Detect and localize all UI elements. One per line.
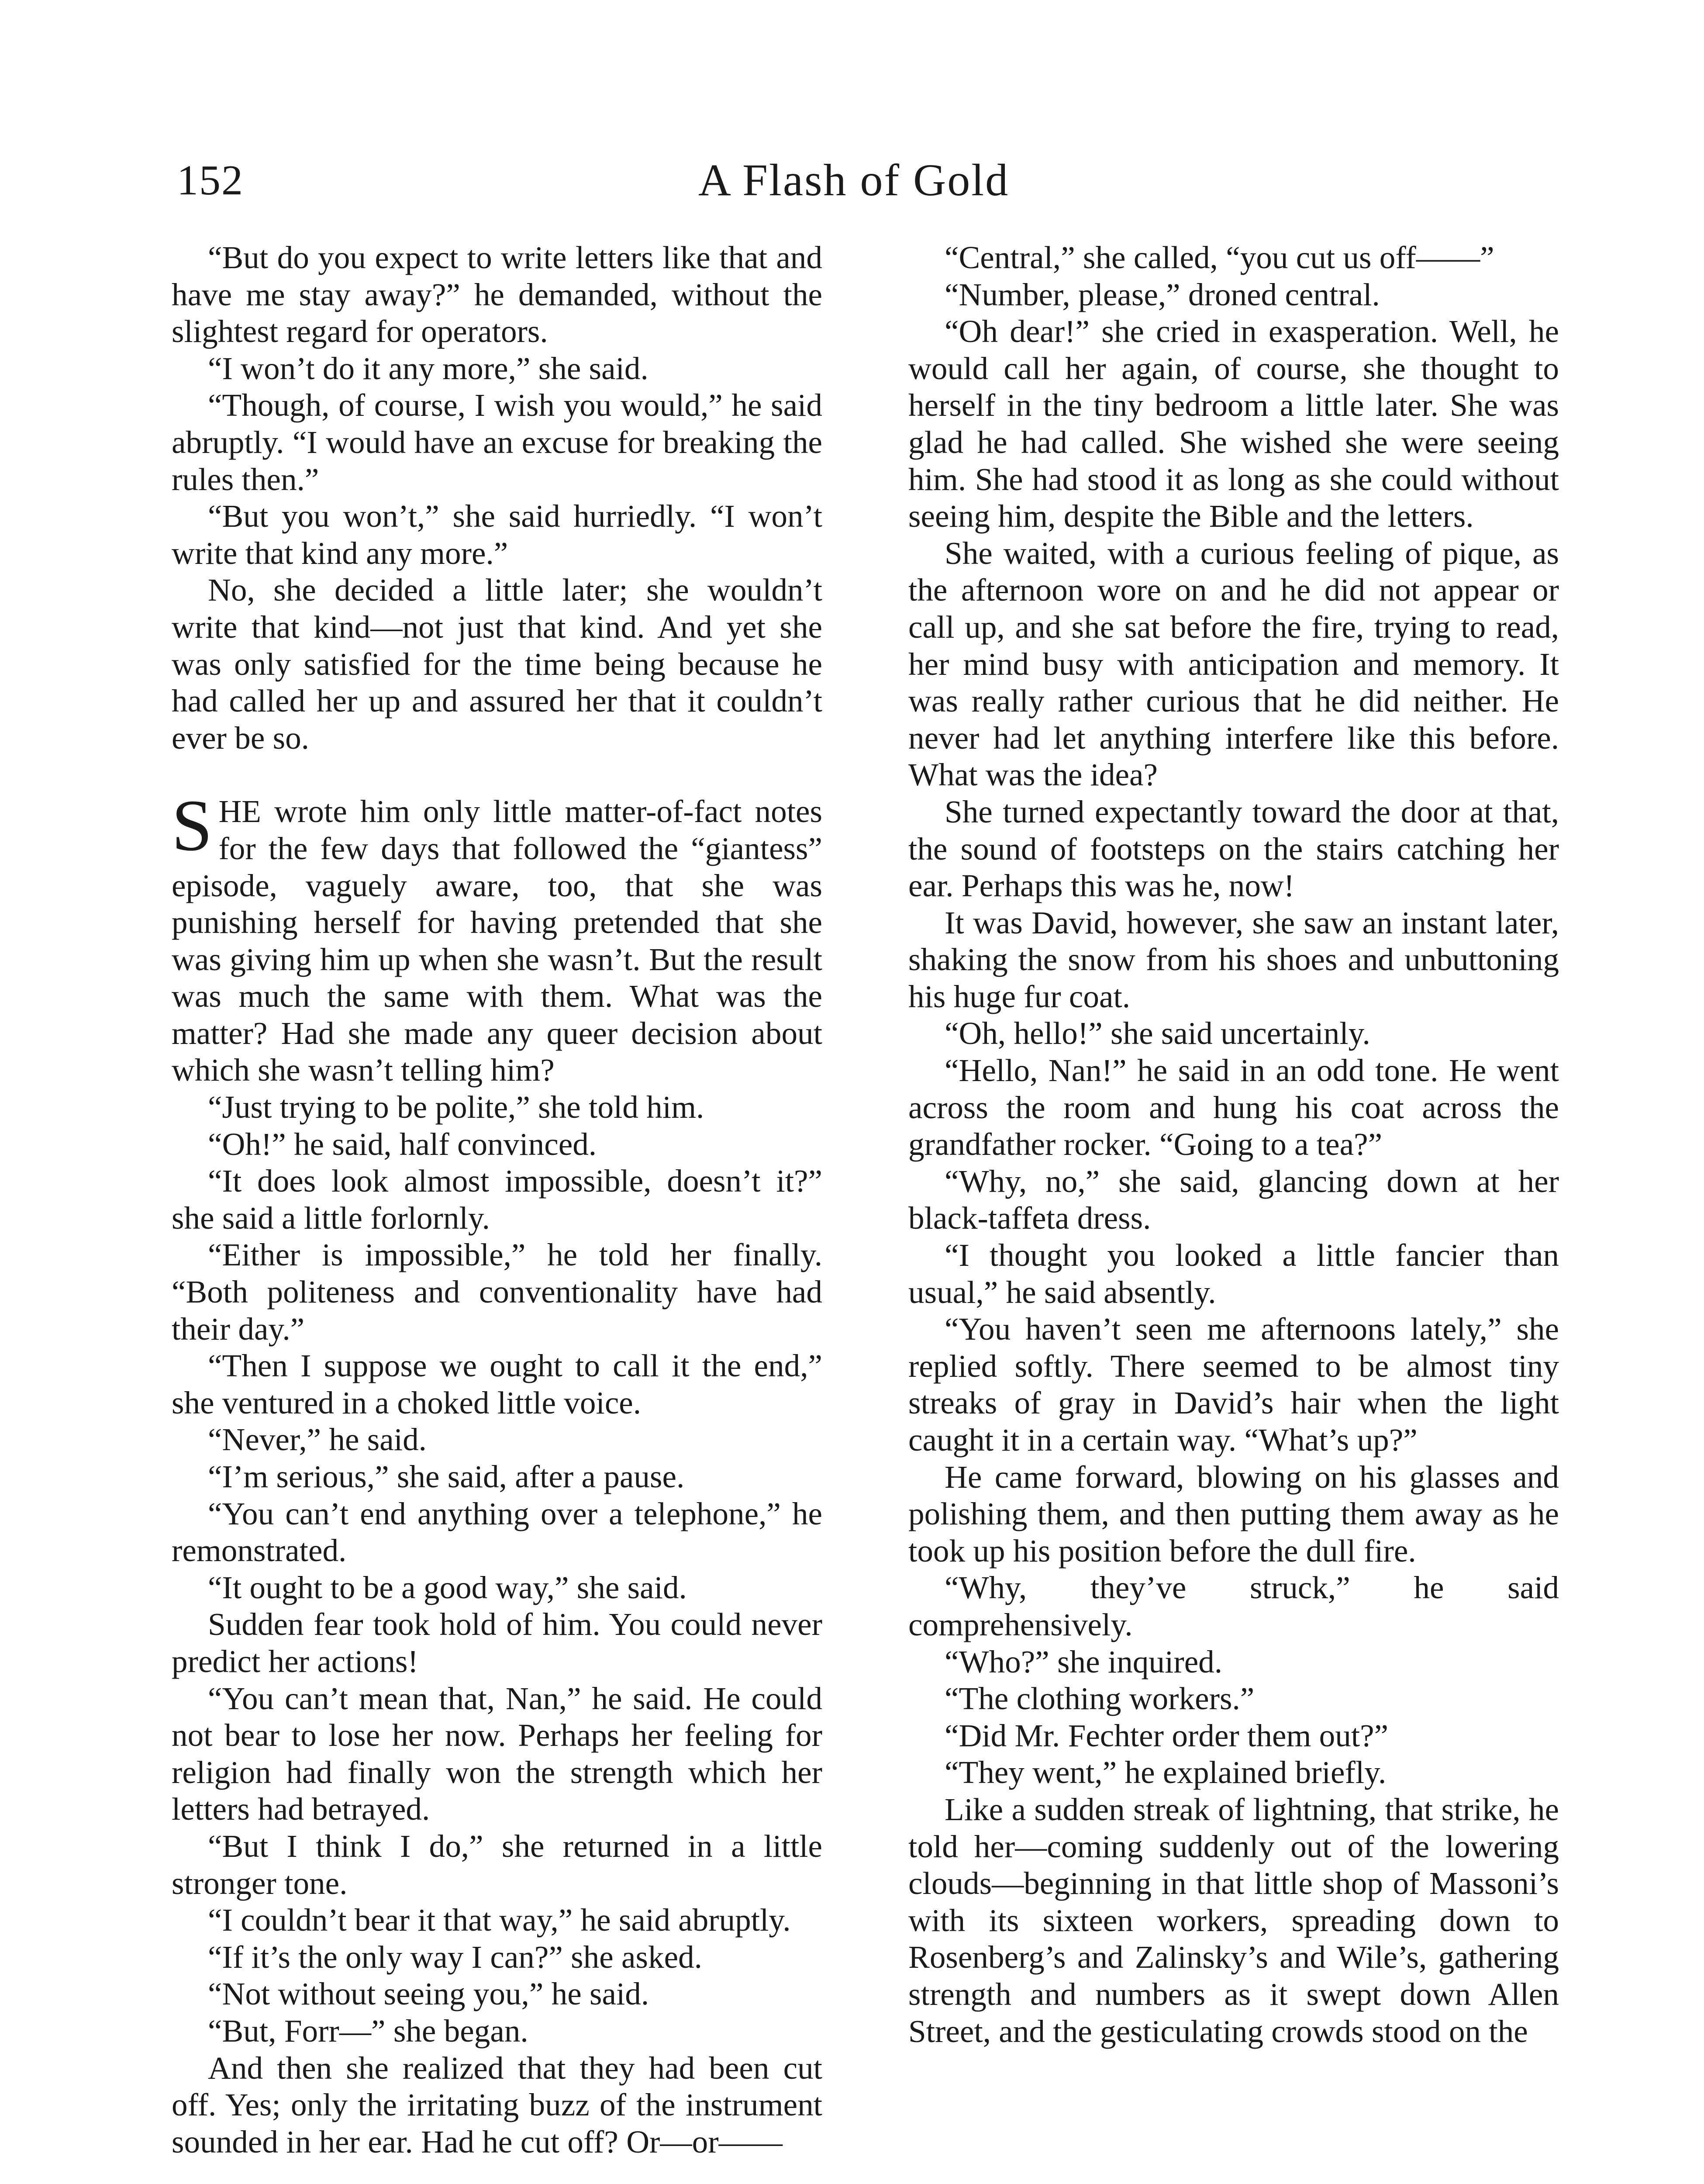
paragraph: “The clothing workers.” xyxy=(945,1681,1255,1717)
paragraph: “Why, they’ve struck,” he said comprehensively. xyxy=(908,1570,1559,1642)
left-column xyxy=(172,239,822,2160)
paragraph: “I won’t do it any more,” she said. xyxy=(208,350,648,386)
section-start-paragraph xyxy=(172,785,822,1089)
page-number: 152 xyxy=(177,157,244,204)
paragraph: “Never,” he said. xyxy=(208,1422,427,1458)
paragraph: “Though, of course, I wish you would,” he said abruptly. “I would have an excuse for breaking the rules then.” xyxy=(172,387,822,497)
paragraph: “Number, please,” droned central. xyxy=(945,276,1380,312)
paragraph: Sudden fear took hold of him. You could never predict her actions! xyxy=(172,1607,822,1679)
paragraph: “But you won’t,” she said hurriedly. “I won’t write that kind any more.” xyxy=(172,498,822,571)
paragraph: She waited, with a curious feeling of pique, as the afternoon wore on and he did not appear or call up, and she sat before the fire, trying to read, her mind busy with anticipation and memory. It was really rather curious that he did neither. He never had let anything interfere like this before. What was the idea? xyxy=(908,535,1559,793)
paragraph: “But I think I do,” she returned in a little stronger tone. xyxy=(172,1828,822,1901)
paragraph: “Then I suppose we ought to call it the end,” she ventured in a choked little voice. xyxy=(172,1348,822,1420)
paragraph: “I’m serious,” she said, after a pause. xyxy=(208,1459,685,1494)
right-column xyxy=(908,239,1559,2050)
paragraph: “Just trying to be polite,” she told him. xyxy=(208,1089,704,1125)
paragraph: “I couldn’t bear it that way,” he said abruptly. xyxy=(208,1902,791,1938)
paragraph: Like a sudden streak of lightning, that strike, he told her—coming suddenly out of the lowering clouds—beginning in that little shop of Massoni’s with its sixteen workers, spreading down to Rosenberg’s and Zalinsky’s and Wile’s, gathering strength and numbers as it swept down Allen Street, and the gesticulating crowds stood on the xyxy=(908,1791,1559,2049)
page-title: A Flash of Gold xyxy=(698,155,1010,205)
paragraph: “You haven’t seen me afternoons lately,” she replied softly. There seemed to be almost tiny streaks of gray in David’s hair when the light caught it in a certain way. “What’s up?” xyxy=(908,1311,1559,1458)
paragraph: She turned expectantly toward the door at that, the sound of footsteps on the stairs catching her ear. Perhaps this was he, now! xyxy=(908,794,1559,904)
running-head xyxy=(177,152,1531,218)
paragraph: “Oh, hello!” she said uncertainly. xyxy=(945,1016,1370,1051)
paragraph: “Oh!” he said, half convinced. xyxy=(208,1126,597,1162)
paragraph: “Why, no,” she said, glancing down at her black-taffeta dress. xyxy=(908,1163,1559,1236)
paragraph: “It ought to be a good way,” she said. xyxy=(208,1569,687,1605)
drop-cap: S xyxy=(172,785,213,867)
paragraph: “You can’t end anything over a telephone,” he remonstrated. xyxy=(172,1496,822,1569)
paragraph: “If it’s the only way I can?” she asked. xyxy=(208,1939,702,1975)
paragraph: “Either is impossible,” he told her finally. “Both politeness and conventionality have had their day.” xyxy=(172,1237,822,1347)
paragraph: “Oh dear!” she cried in exasperation. Well, he would call her again, of course, she thought to herself in the tiny bedroom a little later. She was glad he had called. She wished she were seeing him. She had stood it as long as she could without seeing him, despite the Bible and the letters. xyxy=(908,314,1559,534)
paragraph: “Central,” she called, “you cut us off——” xyxy=(945,240,1494,275)
paragraph: He came forward, blowing on his glasses and polishing them, and then putting them away as he took up his position before the dull fire. xyxy=(908,1459,1559,1569)
paragraph: “I thought you looked a little fancier than usual,” he said absently. xyxy=(908,1237,1559,1310)
paragraph: “You can’t mean that, Nan,” he said. He could not bear to lose her now. Perhaps her feeling for religion had finally won the strength which her letters had betrayed. xyxy=(172,1680,822,1827)
paragraph: “But, Forr—” she began. xyxy=(208,2013,528,2049)
paragraph: No, she decided a little later; she wouldn’t write that kind—not just that kind. And yet she was only satisfied for the time being because he had called her up and assured her that it couldn’t ever be so. xyxy=(172,572,822,756)
paragraph: “Not without seeing you,” he said. xyxy=(208,1976,649,2012)
paragraph: “It does look almost impossible, doesn’t it?” she said a little forlornly. xyxy=(172,1163,822,1236)
paragraph: “But do you expect to write letters like that and have me stay away?” he demanded, without the slightest regard for operators. xyxy=(172,240,822,349)
paragraph: “Did Mr. Fechter order them out?” xyxy=(945,1717,1389,1753)
paragraph: And then she realized that they had been cut off. Yes; only the irritating buzz of the instrument sounded in her ear. Had he cut off? Or—or—— xyxy=(172,2050,822,2160)
section-start-text: HE wrote him only little matter-of-fact notes for the few days that followed the “giantess” episode, vaguely aware, too, that she was punishing herself for having pretended that she was giving him up when she wasn’t. But the result was much the same with them. What was the matter? Had she made any queer decision about which she wasn’t telling him? xyxy=(172,794,822,1088)
paragraph: “Who?” she inquired. xyxy=(945,1644,1223,1679)
paragraph: It was David, however, she saw an instant later, shaking the snow from his shoes and unbuttoning his huge fur coat. xyxy=(908,905,1559,1014)
paragraph: “They went,” he explained briefly. xyxy=(945,1755,1387,1790)
paragraph: “Hello, Nan!” he said in an odd tone. He went across the room and hung his coat across the grandfather rocker. “Going to a tea?” xyxy=(908,1053,1559,1162)
